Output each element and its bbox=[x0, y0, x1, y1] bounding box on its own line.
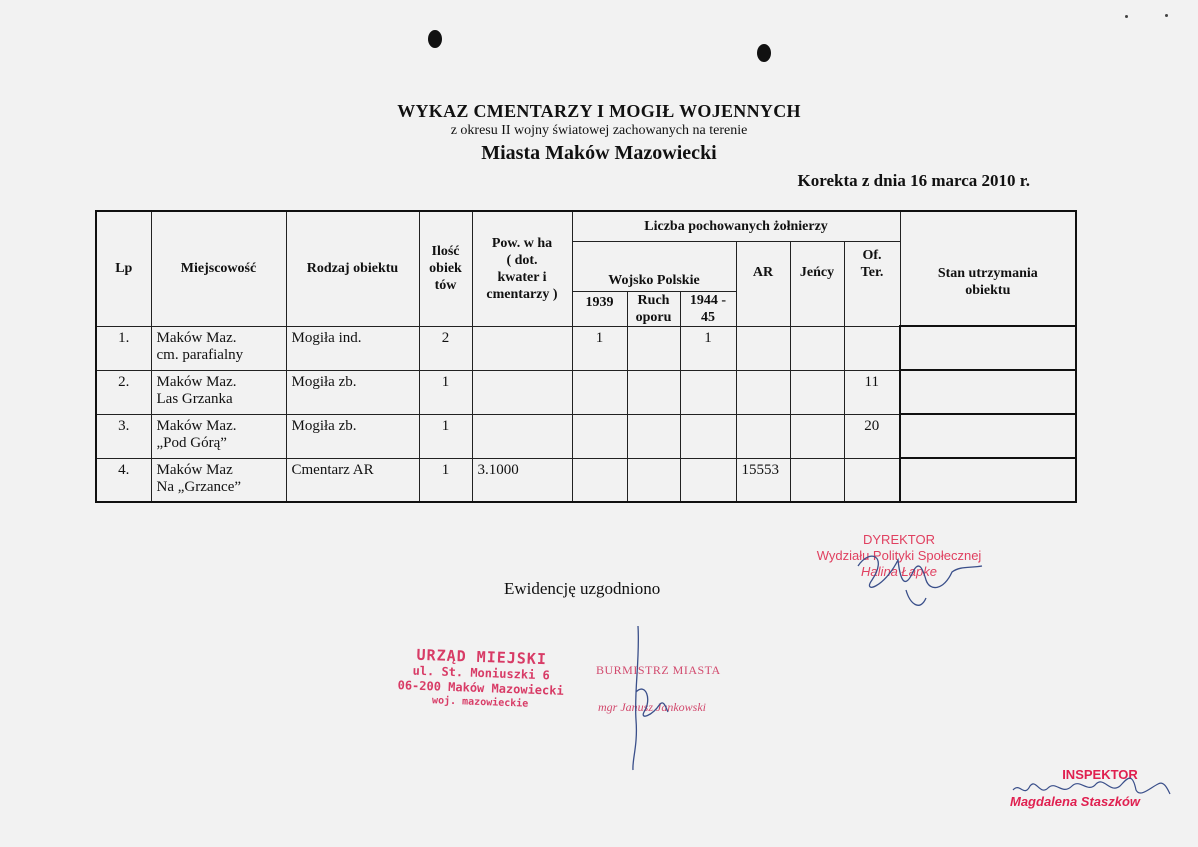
punch-hole-right bbox=[757, 44, 771, 62]
stamp-urzad-city: 06-200 Maków Mazowiecki bbox=[397, 678, 564, 698]
cell-ilosc: 1 bbox=[419, 458, 472, 502]
cell-ruch bbox=[627, 458, 680, 502]
cell-ar bbox=[736, 326, 790, 370]
cell-jency bbox=[790, 414, 844, 458]
cell-ilosc: 1 bbox=[419, 370, 472, 414]
header-lp: Lp bbox=[96, 211, 151, 326]
cell-jency bbox=[790, 370, 844, 414]
header-ilosc-line: Ilość bbox=[431, 244, 460, 260]
cell-ruch bbox=[627, 370, 680, 414]
agreement-text: Ewidencję uzgodniono bbox=[504, 579, 661, 598]
header-ruch-line: oporu bbox=[635, 309, 672, 325]
header-of-line: Of. bbox=[862, 247, 882, 263]
table-row bbox=[96, 458, 1076, 502]
header-ilosc bbox=[419, 211, 472, 326]
cell-of bbox=[844, 326, 900, 370]
cell-stan bbox=[900, 458, 1076, 502]
cell-miejscowosc-line: Maków Maz. bbox=[156, 373, 237, 390]
header-ilosc-line: tów bbox=[434, 278, 457, 294]
cell-pow: 3.1000 bbox=[472, 458, 572, 502]
stamp-dyrektor-name: Halina Łapke bbox=[861, 564, 937, 579]
stamp-urzad-title: URZĄD MIEJSKI bbox=[416, 645, 548, 669]
cell-miejscowosc-line: Las Grzanka bbox=[156, 390, 233, 407]
scan-speck bbox=[1125, 15, 1128, 18]
cell-miejscowosc bbox=[151, 370, 286, 414]
cell-1939 bbox=[572, 370, 627, 414]
cell-1944 bbox=[680, 370, 736, 414]
stamp-urzad-region: woj. mazowieckie bbox=[431, 695, 529, 710]
stamp-inspektor-title: INSPEKTOR bbox=[1062, 767, 1138, 782]
stamp-inspektor bbox=[1010, 766, 1160, 810]
cell-of: 20 bbox=[844, 414, 900, 458]
header-jency: Jeńcy bbox=[790, 241, 844, 326]
header-1944 bbox=[680, 291, 736, 326]
stamp-inspektor-name: Magdalena Staszków bbox=[1010, 794, 1141, 809]
stamp-urzad-miejski bbox=[385, 645, 577, 713]
cell-rodzaj: Mogiła zb. bbox=[286, 370, 419, 414]
cell-miejscowosc-line: Maków Maz. bbox=[156, 329, 237, 346]
cell-1944: 1 bbox=[680, 326, 736, 370]
cell-of: 11 bbox=[844, 370, 900, 414]
stamp-burmistrz-name: mgr Janusz Jankowski bbox=[598, 700, 706, 714]
cell-ilosc: 2 bbox=[419, 326, 472, 370]
cell-1939: 1 bbox=[572, 326, 627, 370]
header-pow bbox=[472, 211, 572, 326]
header-pow-line: ( dot. bbox=[506, 252, 538, 268]
header-pow-line: kwater i bbox=[497, 269, 547, 285]
header-ruch-line: Ruch bbox=[637, 292, 670, 308]
header-of bbox=[844, 241, 900, 326]
header-ilosc-line: obiek bbox=[429, 261, 462, 277]
header-ar: AR bbox=[736, 241, 790, 326]
stamp-burmistrz-title: BURMISTRZ MIASTA bbox=[596, 663, 721, 677]
header-rodzaj: Rodzaj obiektu bbox=[286, 211, 419, 326]
cell-1944 bbox=[680, 458, 736, 502]
header-ruch bbox=[627, 291, 680, 326]
cemetery-table bbox=[95, 210, 1077, 503]
table-row bbox=[96, 370, 1076, 414]
cell-miejscowosc-line: Maków Maz bbox=[156, 461, 233, 478]
cell-jency bbox=[790, 326, 844, 370]
stamp-urzad-street: ul. St. Moniuszki 6 bbox=[412, 663, 551, 683]
header-1939: 1939 bbox=[572, 291, 627, 326]
header-pow-line: cmentarzy ) bbox=[486, 286, 558, 302]
cell-miejscowosc-line: cm. parafialny bbox=[156, 346, 244, 363]
cell-lp: 1. bbox=[96, 326, 151, 370]
cell-stan bbox=[900, 326, 1076, 370]
cell-ilosc: 1 bbox=[419, 414, 472, 458]
city-title: Miasta Maków Mazowiecki bbox=[481, 142, 717, 164]
header-stan-line: Stan utrzymania bbox=[937, 265, 1038, 281]
cell-lp: 3. bbox=[96, 414, 151, 458]
header-miejscowosc: Miejscowość bbox=[151, 211, 286, 326]
cell-pow bbox=[472, 326, 572, 370]
cell-rodzaj: Cmentarz AR bbox=[286, 458, 419, 502]
signature-burmistrz bbox=[633, 626, 668, 770]
cell-pow bbox=[472, 370, 572, 414]
cell-rodzaj: Mogiła zb. bbox=[286, 414, 419, 458]
header-1944-line: 45 bbox=[701, 309, 715, 325]
cell-1944 bbox=[680, 414, 736, 458]
header-1944-line: 1944 - bbox=[689, 292, 727, 308]
cell-1939 bbox=[572, 458, 627, 502]
table-row bbox=[96, 414, 1076, 458]
cell-miejscowosc-line: Maków Maz. bbox=[156, 417, 237, 434]
cell-miejscowosc bbox=[151, 414, 286, 458]
cell-ar bbox=[736, 370, 790, 414]
cell-of bbox=[844, 458, 900, 502]
document-title: WYKAZ CMENTARZY I MOGIŁ WOJENNYCH bbox=[397, 101, 801, 121]
header-stan bbox=[900, 211, 1076, 326]
header-liczba: Liczba pochowanych żołnierzy bbox=[572, 211, 900, 241]
cell-miejscowosc bbox=[151, 326, 286, 370]
cell-lp: 2. bbox=[96, 370, 151, 414]
cell-ar bbox=[736, 414, 790, 458]
scan-speck bbox=[1165, 14, 1168, 17]
table-row bbox=[96, 326, 1076, 370]
punch-hole-left bbox=[428, 30, 442, 48]
cell-ar: 15553 bbox=[736, 458, 790, 502]
cell-jency bbox=[790, 458, 844, 502]
cell-rodzaj: Mogiła ind. bbox=[286, 326, 419, 370]
cell-lp: 4. bbox=[96, 458, 151, 502]
cell-stan bbox=[900, 370, 1076, 414]
stamp-dyrektor-dept: Wydziału Polityki Społecznej bbox=[816, 548, 982, 563]
cell-miejscowosc-line: Na „Grzance” bbox=[156, 478, 242, 495]
cell-miejscowosc-line: „Pod Górą” bbox=[156, 434, 227, 451]
cell-ruch bbox=[627, 326, 680, 370]
stamp-dyrektor-title: DYREKTOR bbox=[863, 532, 935, 547]
header-of-line: Ter. bbox=[860, 264, 884, 280]
header-wojsko: Wojsko Polskie bbox=[572, 241, 736, 291]
header-stan-line: obiektu bbox=[965, 282, 1011, 298]
cell-stan bbox=[900, 414, 1076, 458]
stamp-dyrektor bbox=[794, 532, 1004, 580]
correction-date: Korekta z dnia 16 marca 2010 r. bbox=[797, 171, 1030, 190]
document-subtitle: z okresu II wojny światowej zachowanych na terenie bbox=[450, 123, 748, 138]
cell-pow bbox=[472, 414, 572, 458]
cell-miejscowosc bbox=[151, 458, 286, 502]
header-pow-line: Pow. w ha bbox=[491, 235, 553, 251]
cell-ruch bbox=[627, 414, 680, 458]
cell-1939 bbox=[572, 414, 627, 458]
